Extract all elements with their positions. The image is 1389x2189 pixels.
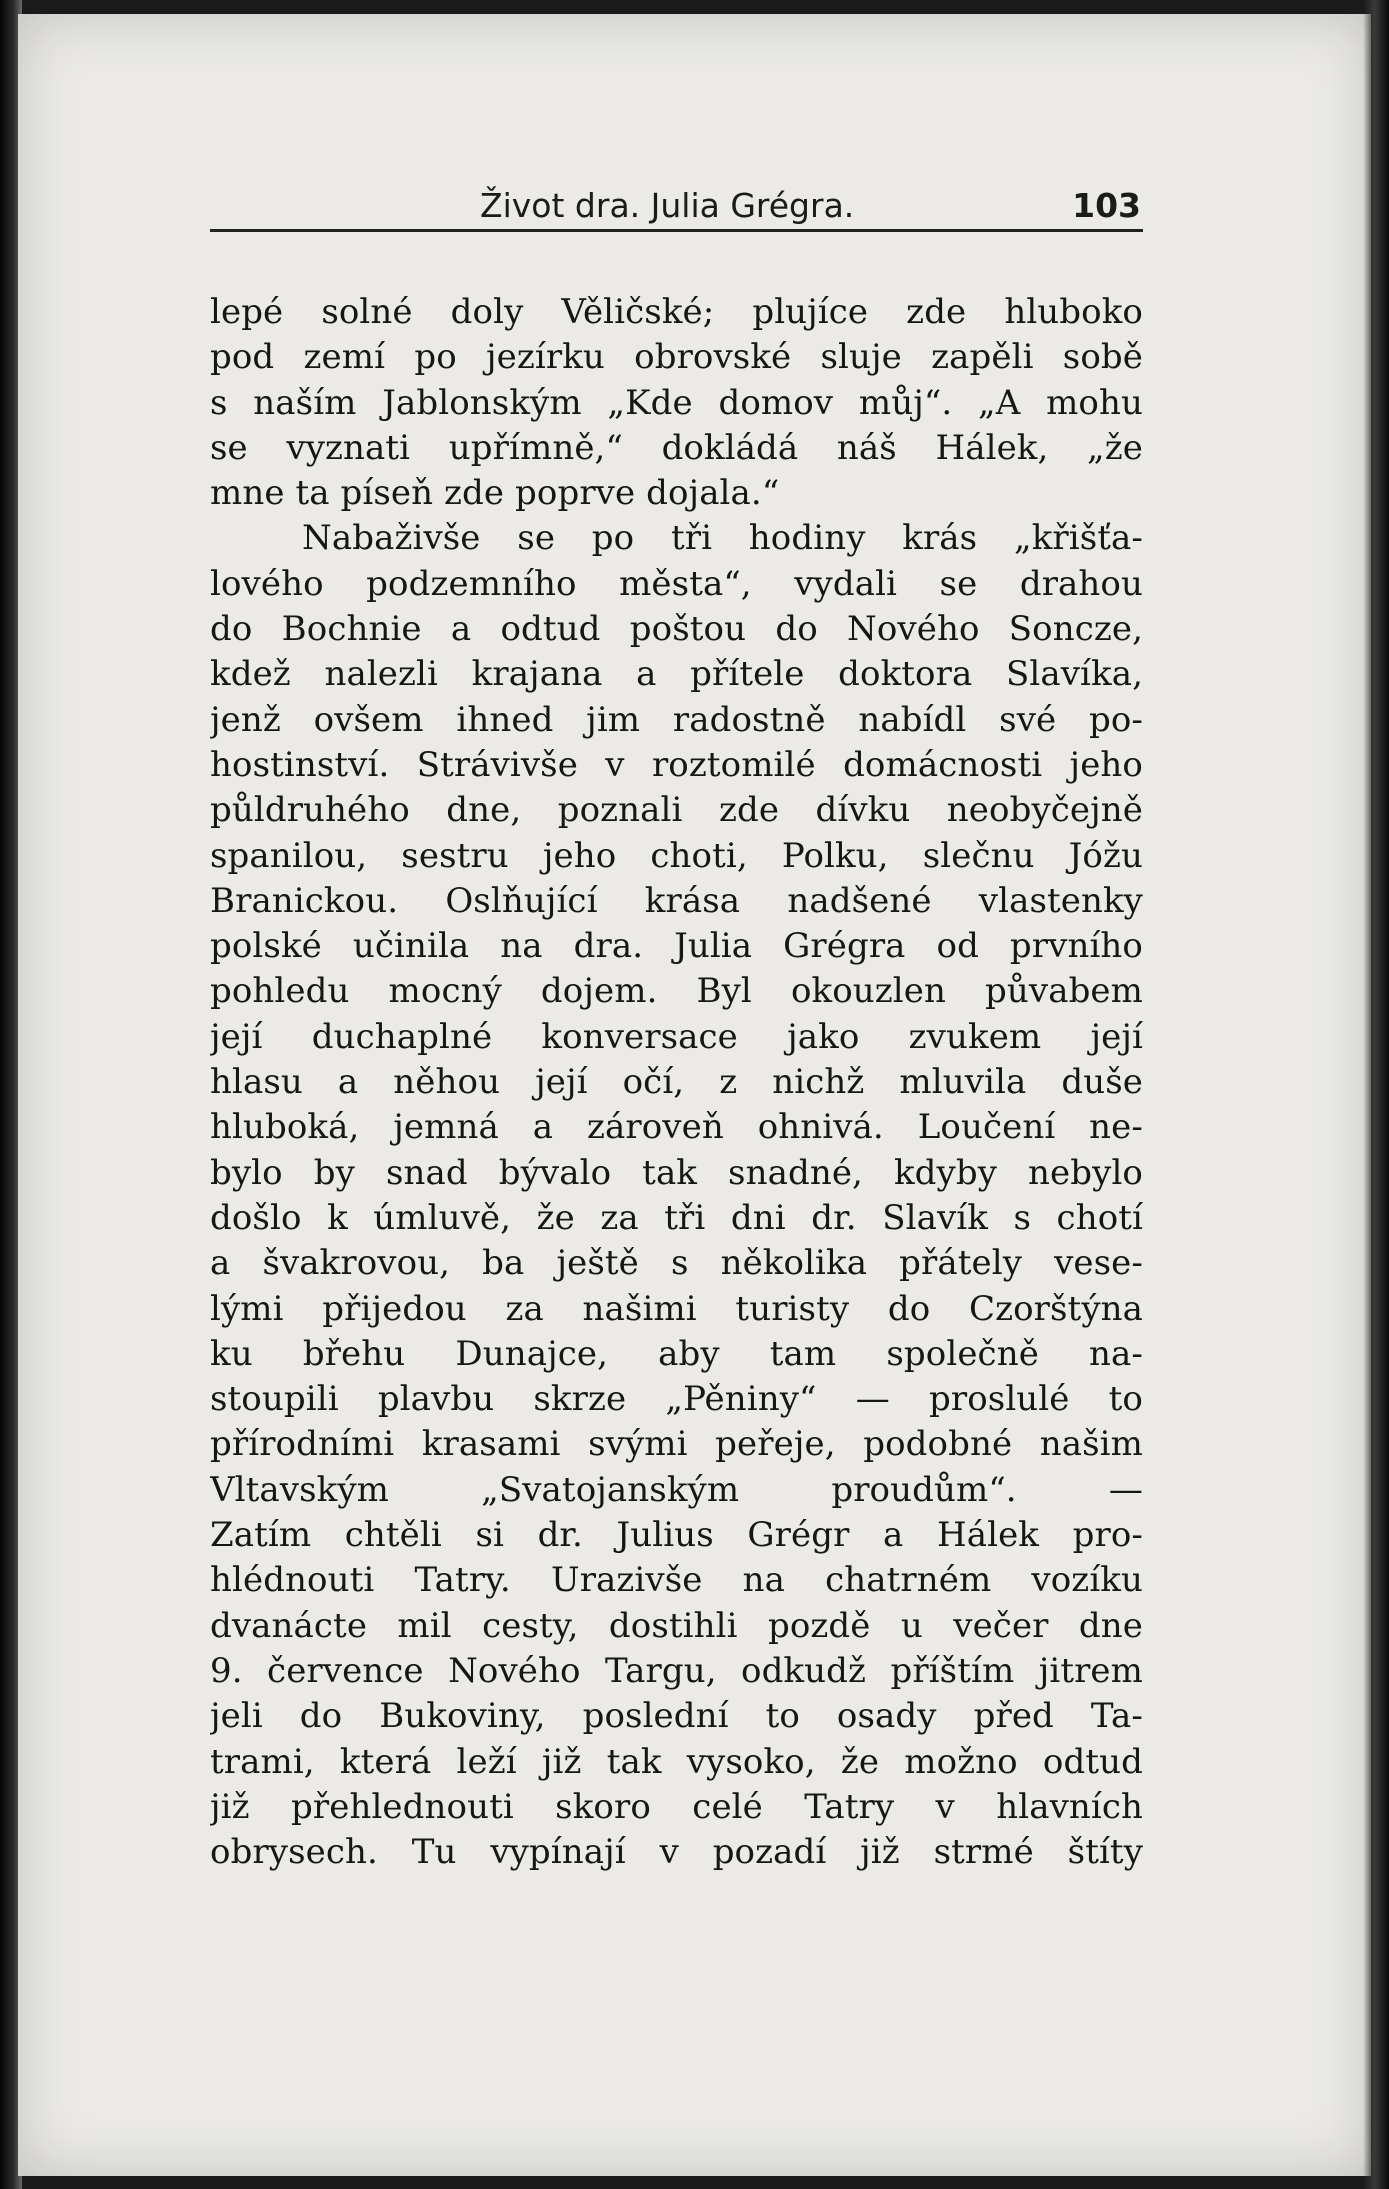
text-line: pod zemí po jezírku obrovské sluje zapěli sobě [210,337,1143,378]
text-line: lepé solné doly Věličské; plujíce zde hluboko [210,292,1143,332]
text-line: dvanácte mil cesty, dostihli pozdě u večer dne [210,1605,1143,1646]
text-line: do Bochnie a odtud poštou do Nového Soncze, [210,609,1143,650]
text-line: Branickou. Oslňující krása nadšené vlastenky [210,880,1143,921]
text-line: jeli do Bukoviny, poslední to osady před Ta- [210,1696,1143,1737]
text-line: stoupili plavbu skrze „Pěniny“ — proslulé to [210,1379,1143,1420]
text-line: hlédnouti Tatry. Urazivše na chatrném vozíku [210,1560,1143,1601]
text-line: jenž ovšem ihned jim radostně nabídl své po- [210,699,1143,740]
text-line: kdež nalezli krajana a přítele doktora Slavíka, [210,654,1143,695]
text-line: přírodními krasami svými peřeje, podobné našim [210,1424,1143,1465]
text-line: polské učinila na dra. Julia Grégra od prvního [210,926,1143,967]
running-title: Život dra. Julia Grégra. [480,186,855,225]
text-line: spanilou, sestru jeho choti, Polku, slečnu Jóžu [210,835,1143,876]
text-line: s naším Jablonským „Kde domov můj“. „A mohu [210,382,1143,423]
text-line: hluboká, jemná a zároveň ohnivá. Loučení ne- [210,1107,1143,1148]
text-line: již přehlednouti skoro celé Tatry v hlavních [210,1786,1143,1827]
text-line: obrysech. Tu vypínají v pozadí již strmé štíty [210,1832,1143,1873]
text-line: Vltavským „Svatojanským proudům“. — [210,1469,1143,1510]
text-line: a švakrovou, ba ještě s několika přátely vese- [210,1243,1143,1284]
text-line: mne ta píseň zde poprve dojala.“ [210,473,780,514]
text-line: lými přijedou za našimi turisty do Czorštýna [210,1288,1143,1329]
header-rule [210,229,1143,232]
running-head [210,180,1143,232]
text-line: půldruhého dne, poznali zde dívku neobyčejně [210,790,1143,831]
text-line: lového podzemního města“, vydali se drahou [210,563,1143,604]
text-line: její duchaplné konversace jako zvukem její [210,1016,1143,1057]
text-line: Nabaživše se po tři hodiny krás „křišťa- [302,518,1143,559]
text-line: bylo by snad bývalo tak snadné, kdyby nebylo [210,1152,1143,1193]
text-line: trami, která leží již tak vysoko, že možno odtud [210,1741,1143,1782]
text-line: pohledu mocný dojem. Byl okouzlen půvabem [210,971,1143,1012]
text-line: hlasu a něhou její očí, z nichž mluvila duše [210,1062,1143,1103]
page-number: 103 [1072,186,1141,225]
body-text [210,290,1143,1875]
text-line: hostinství. Strávivše v roztomilé domácnosti jeho [210,744,1143,785]
text-line: Zatím chtěli si dr. Julius Grégr a Hálek pro- [210,1515,1143,1556]
text-line: ku břehu Dunajce, aby tam společně na- [210,1333,1143,1374]
text-line: došlo k úmluvě, že za tři dni dr. Slavík s chotí [210,1197,1143,1238]
text-line: se vyznati upřímně,“ dokládá náš Hálek, „že [210,427,1143,468]
text-line: 9. července Nového Targu, odkudž příštím jitrem [210,1650,1143,1691]
scan-right-edge [1363,0,1389,2189]
